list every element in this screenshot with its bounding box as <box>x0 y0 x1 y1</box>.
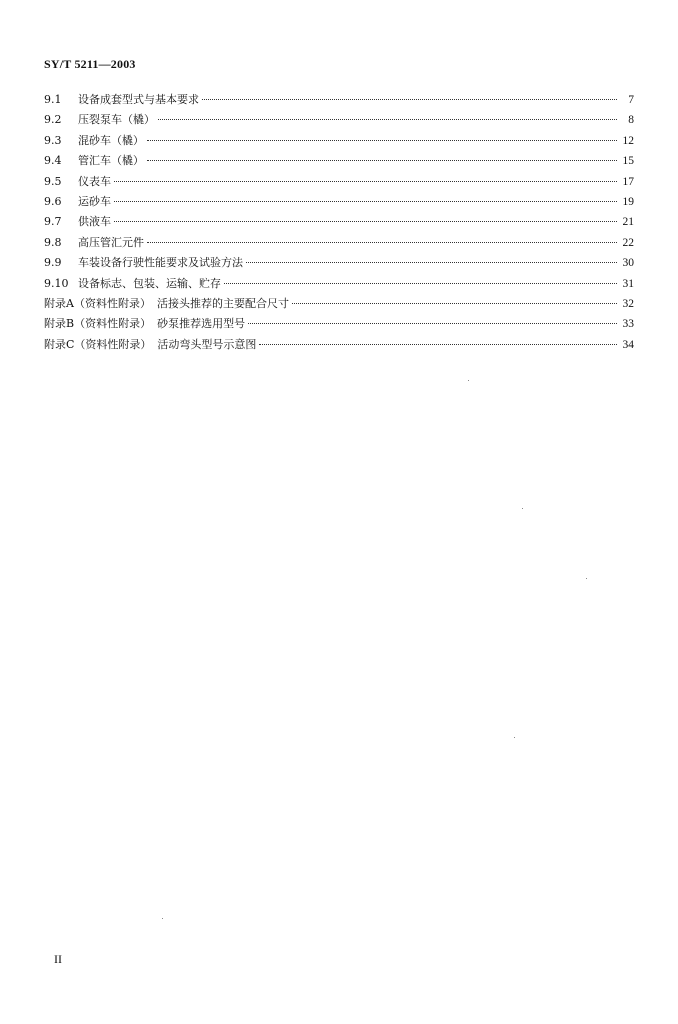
toc-entry-title: 车装设备行驶性能要求及试验方法 <box>78 256 243 270</box>
toc-entry-number: 附录A（资料性附录） <box>44 296 151 310</box>
toc-entry-9-4[interactable] <box>44 151 634 171</box>
toc-entry-number: 9.9 <box>44 256 62 270</box>
dot-leader <box>292 303 617 304</box>
dot-leader <box>202 99 617 100</box>
toc-entry-page: 22 <box>622 236 634 249</box>
toc-entry-page: 7 <box>628 94 634 106</box>
toc-entry-title: 混砂车（橇） <box>78 133 144 147</box>
toc-entry-page: 12 <box>622 134 634 147</box>
toc-entry-title: 设备成套型式与基本要求 <box>78 93 199 106</box>
toc-entry-number: 9.5 <box>44 174 62 188</box>
toc-entry-page: 30 <box>622 257 634 270</box>
toc-entry-title: 活接头推荐的主要配合尺寸 <box>156 296 289 310</box>
toc-entry-title: 仪表车 <box>78 174 111 188</box>
toc-entry-number: 附录C（资料性附录） <box>44 337 152 351</box>
toc-entry-number: 9.6 <box>44 194 62 208</box>
dot-leader <box>259 344 617 345</box>
page-number-footer: II <box>54 952 62 966</box>
toc-entry-page: 34 <box>622 338 634 351</box>
toc-entry-title: 高压管汇元件 <box>78 235 144 249</box>
toc-entry-9-3[interactable] <box>44 131 634 151</box>
dot-leader <box>246 262 617 263</box>
toc-entry-number: 9.2 <box>44 113 62 127</box>
toc-entry-title: 压裂泵车（橇） <box>78 113 155 127</box>
toc-entry-number: 9.10 <box>44 276 69 290</box>
toc-entry-title: 供液车 <box>78 215 111 229</box>
toc-entry-number: 9.3 <box>44 133 62 147</box>
standard-code-header: SY/T 5211—2003 <box>44 57 136 71</box>
dot-leader <box>147 242 617 243</box>
toc-entry-9-1[interactable] <box>44 90 634 110</box>
toc-entry-title: 设备标志、包装、运输、贮存 <box>78 276 221 290</box>
toc-entry-9-2[interactable] <box>44 110 634 130</box>
toc-entry-page: 33 <box>622 318 634 331</box>
dot-leader <box>224 283 617 284</box>
dot-leader <box>158 119 617 120</box>
toc-entry-9-7[interactable] <box>44 212 634 232</box>
toc-entry-page: 19 <box>622 195 634 208</box>
scan-speck <box>514 737 515 738</box>
scan-speck <box>468 380 469 381</box>
toc-entry-9-10[interactable] <box>44 274 634 294</box>
table-of-contents <box>44 90 634 355</box>
toc-entry-page: 31 <box>622 277 634 290</box>
toc-entry-title: 砂泵推荐选用型号 <box>157 317 246 331</box>
toc-entry-9-9[interactable] <box>44 253 634 273</box>
dot-leader <box>114 221 617 222</box>
toc-entry-appendix-a[interactable] <box>44 294 634 314</box>
dot-leader <box>248 323 617 324</box>
toc-entry-number: 9.8 <box>44 235 62 249</box>
toc-entry-page: 21 <box>622 216 634 229</box>
toc-entry-page: 15 <box>622 155 634 168</box>
dot-leader <box>147 140 617 141</box>
toc-entry-title: 活动弯头型号示意图 <box>157 337 257 351</box>
toc-entry-appendix-c[interactable] <box>44 335 634 355</box>
toc-entry-number: 9.4 <box>44 154 62 168</box>
toc-entry-9-6[interactable] <box>44 192 634 212</box>
toc-entry-title: 运砂车 <box>78 194 111 208</box>
toc-entry-page: 32 <box>622 297 634 310</box>
toc-entry-page: 17 <box>622 175 634 188</box>
toc-entry-number: 9.7 <box>44 215 62 229</box>
toc-entry-appendix-b[interactable] <box>44 314 634 334</box>
dot-leader <box>147 160 617 161</box>
toc-entry-9-5[interactable] <box>44 172 634 192</box>
scan-speck <box>522 508 523 509</box>
dot-leader <box>114 181 617 182</box>
toc-entry-9-8[interactable] <box>44 233 634 253</box>
toc-entry-number: 9.1 <box>44 93 62 106</box>
scan-speck <box>162 918 163 919</box>
toc-entry-page: 8 <box>628 114 634 127</box>
scan-speck <box>586 578 587 579</box>
toc-entry-number: 附录B（资料性附录） <box>44 317 152 331</box>
toc-entry-title: 管汇车（橇） <box>78 154 144 168</box>
dot-leader <box>114 201 617 202</box>
